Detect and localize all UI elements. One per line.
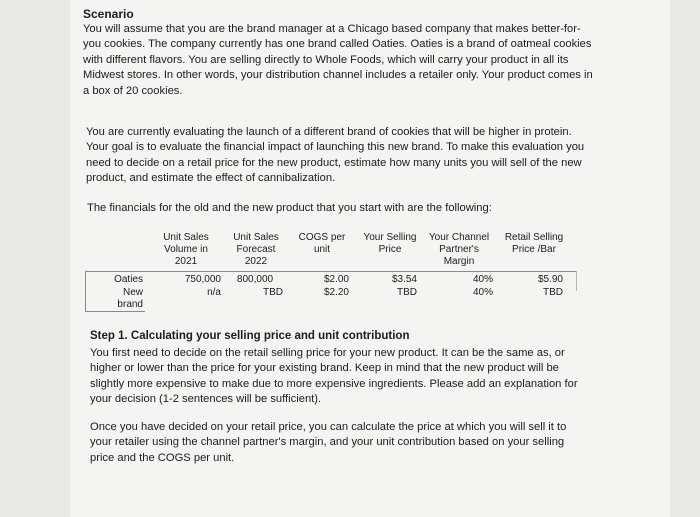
cell-oaties-margin: 40%	[472, 274, 493, 285]
header-unit-sales-2022: Unit Sales Forecast 2022	[233, 232, 279, 267]
cell-new-margin: 40%	[472, 287, 493, 298]
row-label-new-brand: New brand	[117, 287, 143, 310]
table-rule-bottom	[85, 311, 145, 312]
cell-new-forecast-2022: TBD	[263, 287, 283, 298]
step1-paragraph-1: You first need to decide on the retail selling price for your new product. It can be the same as, or higher or lower than the price for your existing brand. Keep in mind that the new product will be slightly more expensive to make due to more expensive ingredients. Please add an explanation for your decision (1-2 sentences will be sufficient).	[90, 347, 578, 406]
cell-new-volume-2021: n/a	[207, 287, 221, 298]
cell-new-retail-price: TBD	[543, 287, 563, 298]
cell-oaties-volume-2021: 750,000	[184, 274, 221, 285]
step1-title: Step 1. Calculating your selling price and unit contribution	[90, 330, 410, 342]
header-selling-price: Your Selling Price	[363, 232, 417, 255]
step1-paragraph-2: Once you have decided on your retail price, you can calculate the price at which you will sell it to your retailer using the channel partner's margin, and your unit contribution based on your selling price and the COGS per unit.	[90, 421, 567, 464]
header-channel-margin: Your Channel Partner's Margin	[428, 232, 490, 267]
scenario-paragraph-2: You are currently evaluating the launch of a different brand of cookies that will be higher in protein. Your goal is to evaluate the financial impact of launching this new brand. To make this evaluation you need to decide on a retail price for the new product, estimate how many units you will sell of the new product, and estimate the effect of cannibalization.	[86, 126, 585, 185]
cell-oaties-retail-price: $5.90	[537, 274, 563, 285]
header-retail-price: Retail Selling Price /Bar	[504, 232, 564, 255]
cell-oaties-selling-price: $3.54	[391, 274, 417, 285]
financials-intro: The financials for the old and the new product that you start with are the following:	[87, 202, 492, 214]
scenario-paragraph-1: You will assume that you are the brand manager at a Chicago based company that makes better-for-you cookies. The company currently has one brand called Oaties. Oaties is a brand of oatmeal cookies with different flavors. You are selling directly to Whole Foods, which will carry your product in all its Midwest stores. In other words, your distribution channel includes a retailer only. Your product comes in a box of 20 cookies.	[83, 23, 593, 97]
scenario-title: Scenario	[83, 7, 134, 21]
cell-oaties-forecast-2022: 800,000	[236, 274, 274, 285]
header-cogs: COGS per unit	[298, 232, 346, 255]
financials-table	[85, 232, 580, 312]
table-rule-right	[576, 271, 577, 291]
cell-new-selling-price: TBD	[397, 287, 417, 298]
row-label-oaties: Oaties	[114, 274, 143, 285]
header-unit-sales-2021: Unit Sales Volume in 2021	[163, 232, 209, 267]
cell-new-cogs: $2.20	[323, 287, 349, 298]
cell-oaties-cogs: $2.00	[323, 274, 349, 285]
table-rule-top	[85, 271, 577, 272]
